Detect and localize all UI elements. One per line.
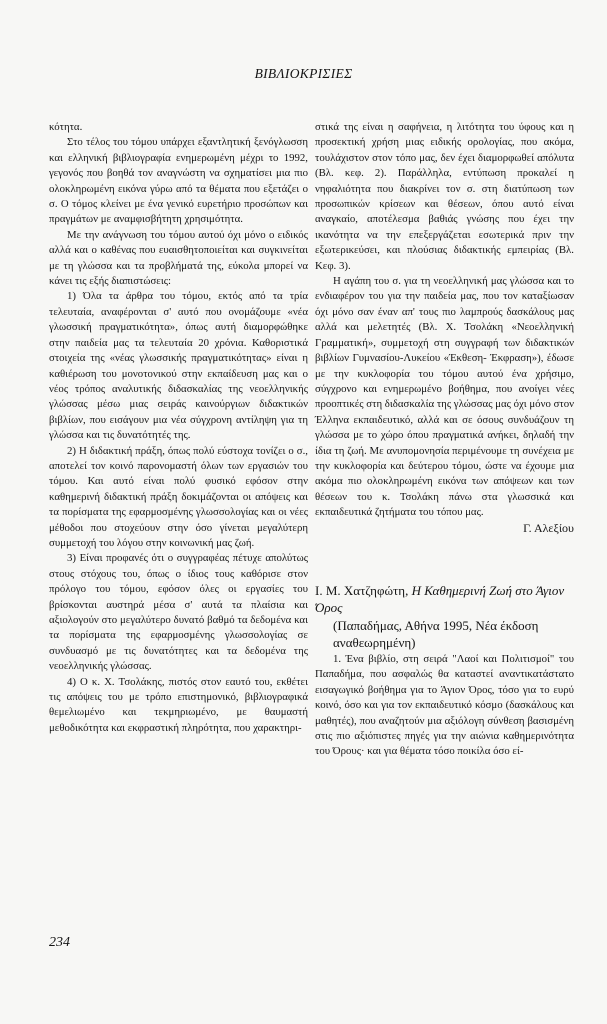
book-author: Ι. Μ. Χατζηφώτη, — [315, 582, 409, 598]
paragraph: 1. Ένα βιβλίο, στη σειρά "Λαοί και Πολιτισμοί" του Παπαδήμα, που ασφαλώς θα καταστεί αναντικατάστατο εισαγωγικό βοήθημα για το Άγιον Όρος, τόσο για το ευρύ κοινό, όσο και για τον εκπαιδευτικό κόσμο (δασκάλους και μαθητές), που αναζητούν μια αξιόλογη σύνθεση βασισμένη στις πιο αξιόπιστες πηγές για την αιώνια καθημερινότητα του Όρους· και για θέματα τόσο ποικίλα όσο εί- — [315, 652, 574, 758]
paragraph: Με την ανάγνωση του τόμου αυτού όχι μόνο ο ειδικός αλλά και ο καθένας που ευαισθητοποιείται και συγκινείται με τη γλώσσα και τα προβλήματά της, εύκολα μπορεί να κάνει τις εξής διαπιστώσεις: — [49, 228, 308, 288]
paragraph: στικά της είναι η σαφήνεια, η λιτότητα του ύφους και η προσεκτική χρήση μιας ειδικής ορολογίας, που ακόμα, τουλάχιστον στον τόπο μας, δεν έχει διαμορφωθεί απόλυτα (Βλ. κεφ. 2). Παράλληλα, εντύπωση προκαλεί η νηφαλιότητα που διακρίνει τον σ. στη διατύπωση των προσωπικών κρίσεων και θέσεων, όπου αυτό είναι αναγκαίο, αποτέλεσμα βαθιάς γνώσης που έχει την ικανότητα να την επεξεργάζεται εσωτερικά πριν την εξωτερικεύσει, και πλούσιας διδακτικής εμπειρίας (Βλ. Κεφ. 3). — [315, 121, 574, 272]
book-reference — [315, 582, 574, 652]
running-header: ΒΙΒΛΙΟΚΡΙΣΙΕΣ — [254, 66, 353, 81]
book-title: Η Καθημερινή Ζωή στο Άγιον Όρος — [315, 582, 565, 616]
reviewer-signature: Γ. Αλεξίου — [523, 520, 574, 535]
paragraph: κότητα. — [49, 121, 83, 133]
page-number: 234 — [49, 935, 70, 950]
book-publication: (Παπαδήμας, Αθήνα 1995, Νέα έκδοση αναθεωρημένη) — [333, 617, 539, 651]
paragraph: Η αγάπη του σ. για τη νεοελληνική μας γλώσσα και το ενδιαφέρον του για την παιδεία μας, που τον καταξίωσαν όχι μόνο σαν έναν απ' τους πιο λαμπρούς δασκάλους μας αλλά και μελετητές (Βλ. Χ. Τσολάκη «Νεοελληνική Γραμματική», συμμετοχή στη συγγραφή των διδακτικών βιβλίων Γυμνασίου-Λυκείου «Έκθεση- Έκφραση»), έδωσε με την κυκλοφορία του τόμου αυτού ένα χρήσιμο, σύγχρονο και ενημερωμένο βοήθημα, που ανοίγει νέες προοπτικές στη διδασκαλία της γλώσσας μας όχι μόνο στον Έλληνα εκπαιδευτικό, αλλά και σε όσους συνδυάζουν τη γλώσσα με το χώρο όπου πραγματικά ανήκει, δηλαδή την ίδια τη ζωή. Με ανυπομονησία περιμένουμε τη συνέχεια με την κυκλοφορία και δεύτερου τόμου, ώστε να έχουμε μια ακόμα πιο ολοκληρωμένη εικόνα των απόψεων και των θέσεων του κ. Τσολάκη πάνω στα γλωσσικά και εκπαιδευτικά ζητήματα του τόπου μας. — [315, 275, 575, 519]
paragraph: 2) Η διδακτική πράξη, όπως πολύ εύστοχα τονίζει ο σ., αποτελεί τον κοινό παρονομαστή όλων των εργασιών του τόμου. Και αυτό είναι πολύ φυσικό εφόσον στην καθημερινή διδακτική πράξη δοκιμάζονται οι απόψεις και τα πορίσματα της εφαρμοσμένης γλωσσολογίας και οι νέες μέθοδοι που στοχεύουν στην όσο γίνεται μεγαλύτερη συμμετοχή του λόγου στην κοινωνική μας ζωή. — [49, 444, 308, 549]
left-column — [49, 120, 308, 736]
paragraph: 4) Ο κ. Χ. Τσολάκης, πιστός στον εαυτό του, εκθέτει τις απόψεις του με τρόπο επιστημονικό, βιβλιογραφικά θεμελιωμένο και τεκμηριωμένο, με θαυμαστή μεθοδικότητα και εκφραστική πληρότητα, που χαρακτηρι- — [49, 675, 308, 734]
right-column — [315, 120, 574, 760]
paragraph: 3) Είναι προφανές ότι ο συγγραφέας πέτυχε απολύτως στους στόχους του, όπως ο ίδιος τους καθόρισε στον πρόλογο του τόμου, εφόσον όλες οι εργασίες του βρίσκονται αυστηρά μέσα σ' αυτά τα πλαίσια και αξιολογούν στο μεγαλύτερο δυνατό βαθμό τα δεδομένα και τα πορίσματα της εφαρμοσμένης γλωσσολογίας σε συνδυασμό με τις δυνατότητες και τα δεδομένα της νεοελληνικής γλώσσας. — [49, 552, 308, 673]
paragraph: 1) Όλα τα άρθρα του τόμου, εκτός από τα τρία τελευταία, αναφέρονται σ' αυτό που ονομάζουμε «νέα γλωσσική πραγματικότητα», όπως αυτή διαμορφώθηκε στην παιδεία μας τα τελευταία 20 χρόνια. Καθοριστικά στοιχεία της «νέας γλωσσικής πραγματικότητας» είναι η καθιέρωση του μονοτονικού στην εκπαίδευση μας και ο νέος τρόπος αναλυτικής διδασκαλίας της νεοελληνικής γλώσσας μέσω μιας σειράς καινούργιων διδακτικών βιβλίων, που εισάγουν μια νέα σύγχρονη αντίληψη για τη γλώσσα και τις δυνατότητές της. — [49, 290, 308, 442]
paragraph: Στο τέλος του τόμου υπάρχει εξαντλητική ξενόγλωσση και ελληνική βιβλιογραφία ενημερωμένη μέχρι το 1992, γεγονός που βοηθά τον αναγνώστη να σχηματίσει μια πιο ολοκληρωμένη εικόνα γύρω από τα θέματα που εξετάζει ο σ. Ο τόμος κλείνει με ένα γενικό ευρετήριο προσώπων και πραγμάτων με αναμφισβήτητη χρησιμότητα. — [49, 136, 308, 226]
